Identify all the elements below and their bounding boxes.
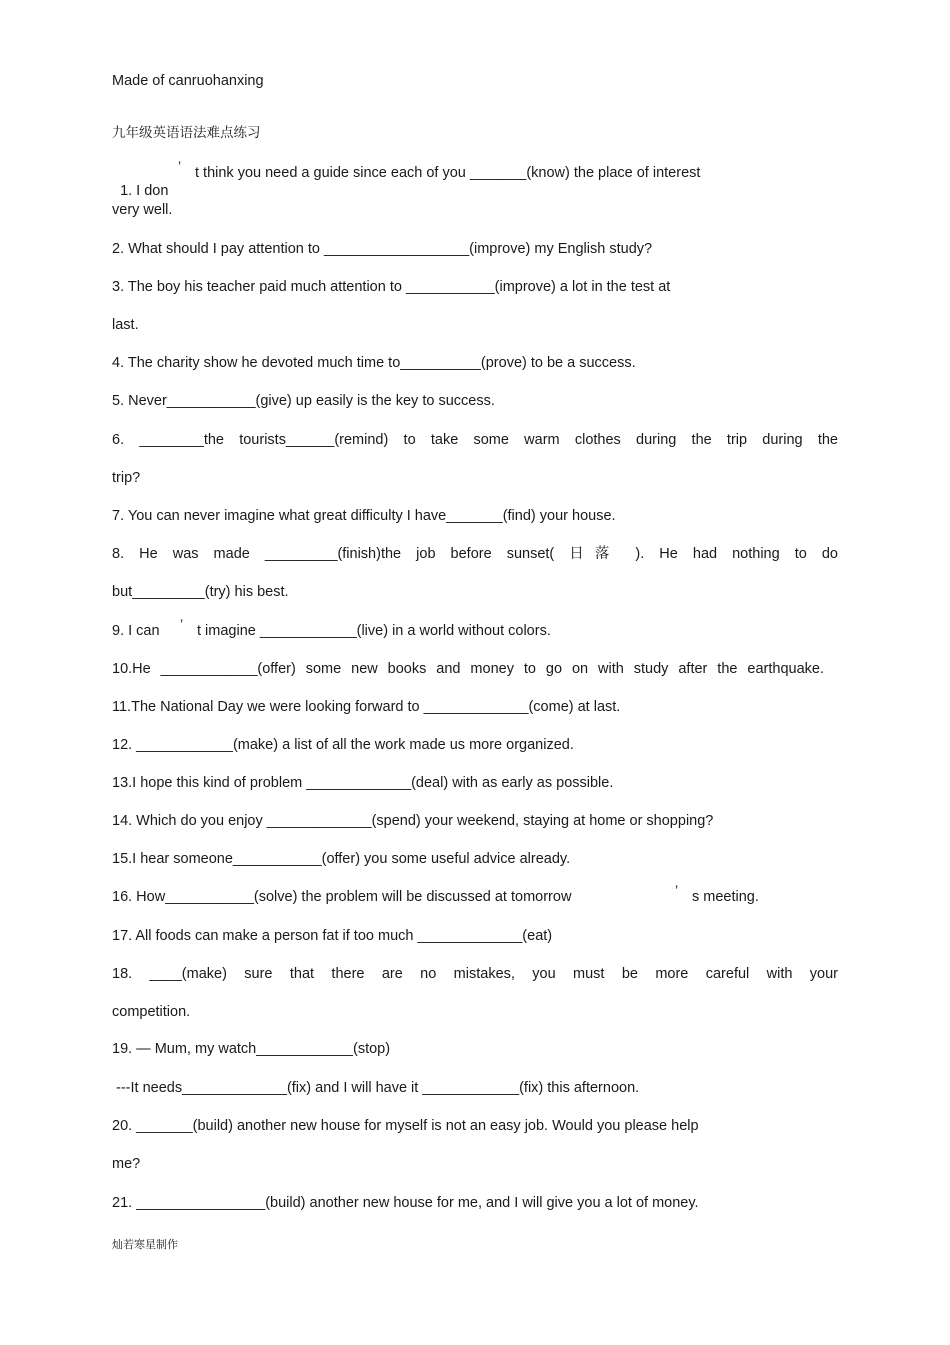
question-18-line-2: competition. <box>112 1004 191 1020</box>
question-9-part-b: t imagine ____________(live) in a world without colors. <box>197 623 551 639</box>
question-5: 5. Never___________(give) up easily is the key to success. <box>112 393 495 409</box>
question-21: 21. ________________(build) another new house for me, and I will give you a lot of money. <box>112 1195 699 1211</box>
question-20-line-1: 20. _______(build) another new house for myself is not an easy job. Would you please help <box>112 1118 699 1134</box>
apostrophe-mark: ’ <box>180 616 184 632</box>
question-20-line-2: me? <box>112 1156 141 1172</box>
question-15: 15.I hear someone___________(offer) you some useful advice already. <box>112 851 571 867</box>
question-1-line-2: very well. <box>112 202 173 218</box>
question-13: 13.I hope this kind of problem _____________(deal) with as early as possible. <box>112 775 614 791</box>
question-10: 10.He ____________(offer) some new books and money to go on with study after the earthquake. <box>112 661 824 677</box>
header-text: Made of canruohanxing <box>112 73 264 89</box>
question-6-line-2: trip? <box>112 470 141 486</box>
question-17: 17. All foods can make a person fat if too much _____________(eat) <box>112 928 553 944</box>
question-19-line-2: ---It needs_____________(fix) and I will have it ____________(fix) this afternoon. <box>112 1080 640 1096</box>
question-16-part-a: 16. How___________(solve) the problem will be discussed at tomorrow <box>112 889 572 905</box>
question-16-part-b: s meeting. <box>692 889 759 905</box>
question-19-line-1: 19. — Mum, my watch____________(stop) <box>112 1041 391 1057</box>
question-18-line-1: 18. ____(make) sure that there are no mistakes, you must be more careful with your <box>112 966 838 982</box>
apostrophe-mark: ’ <box>178 158 182 174</box>
apostrophe-mark: ’ <box>675 882 679 898</box>
question-9-part-a: 9. I can <box>112 623 160 639</box>
question-1-line-1 <box>112 164 168 200</box>
question-8-line-1: 8. He was made _________(finish)the job before sunset( 日落 ). He had nothing to do <box>112 546 838 562</box>
question-11: 11.The National Day we were looking forward to _____________(come) at last. <box>112 699 621 715</box>
question-3-line-1: 3. The boy his teacher paid much attention to ___________(improve) a lot in the test at <box>112 279 671 295</box>
page-title: 九年级英语语法难点练习 <box>112 125 261 141</box>
question-12: 12. ____________(make) a list of all the work made us more organized. <box>112 737 574 753</box>
question-1-part-b: t think you need a guide since each of you _______(know) the place of interest <box>195 165 701 181</box>
question-6-line-1: 6. ________the tourists______(remind) to take some warm clothes during the trip during the <box>112 432 838 448</box>
question-7: 7. You can never imagine what great difficulty I have_______(find) your house. <box>112 508 616 524</box>
question-3-line-2: last. <box>112 317 139 333</box>
question-14: 14. Which do you enjoy _____________(spend) your weekend, staying at home or shopping? <box>112 813 714 829</box>
question-1-part-a: 1. I don <box>120 183 169 199</box>
question-8-line-2: but_________(try) his best. <box>112 584 289 600</box>
question-2: 2. What should I pay attention to __________________(improve) my English study? <box>112 241 653 257</box>
question-4: 4. The charity show he devoted much time to__________(prove) to be a success. <box>112 355 636 371</box>
footer-text: 灿若寒星制作 <box>112 1238 178 1251</box>
